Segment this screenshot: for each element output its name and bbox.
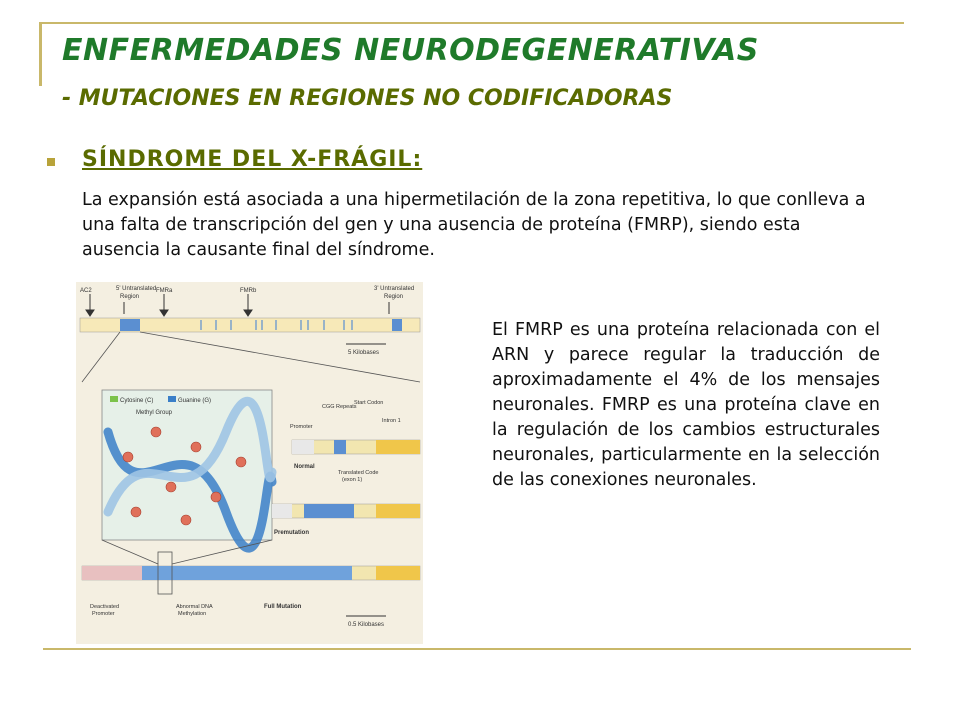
frame-bottom-line xyxy=(43,648,911,650)
frame-vertical-line xyxy=(39,22,42,86)
fmrp-description: El FMRP es una proteína relacionada con el ARN y parece regular la traducción de aproximadamente el 4% de los mensajes neuronales. FMRP es una proteína clave en la regulación de los cambios estructurales neuronales, particularmente en la selección de las conexiones neuronales. xyxy=(492,320,880,490)
section-heading: SÍNDROME DEL X-FRÁGIL: xyxy=(82,147,423,172)
label-promoter-2: Promoter xyxy=(92,611,115,617)
label-exon1: (exon 1) xyxy=(342,477,363,483)
label-start-codon: Start Codon xyxy=(354,400,384,406)
label-deactivated: Deactivated xyxy=(90,604,120,610)
label-fmra: FMRa xyxy=(156,288,173,294)
label-methylation: Methylation xyxy=(178,611,207,617)
label-scale-5kb: 5 Kilobases xyxy=(348,350,380,356)
label-utr3: 3' Untranslated xyxy=(374,286,415,292)
label-translated-code: Translated Code xyxy=(338,470,379,476)
label-promoter: Promoter xyxy=(290,424,313,430)
label-full-mutation: Full Mutation xyxy=(264,604,302,610)
intro-paragraph: La expansión está asociada a una hipermetilación de la zona repetitiva, lo que conlleva a una falta de transcripción del gen y una ausencia de proteína (FMRP), siendo esta ausencia la causante final del síndrome. xyxy=(82,190,866,260)
label-ac2: AC2 xyxy=(80,288,92,294)
label-region5: Region xyxy=(120,294,140,300)
label-intron1: Intron 1 xyxy=(382,418,401,424)
fmr1-gene-figure xyxy=(76,282,423,644)
slide-subtitle: - MUTACIONES EN REGIONES NO CODIFICADORAS xyxy=(62,86,673,111)
label-fmrb: FMRb xyxy=(240,288,257,294)
label-methyl-group: Methyl Group xyxy=(136,410,173,416)
label-region3: Region xyxy=(384,294,404,300)
label-scale-05kb: 0.5 Kilobases xyxy=(348,622,385,628)
label-abnormal-dna: Abnormal DNA xyxy=(176,604,213,610)
label-cgg-repeats: CGG Repeats xyxy=(322,404,357,410)
bullet-square-icon xyxy=(47,158,55,166)
label-cytosine: Cytosine (C) xyxy=(120,398,154,404)
label-guanine: Guanine (G) xyxy=(178,398,212,404)
label-normal: Normal xyxy=(294,464,315,470)
frame-top-line xyxy=(39,22,904,24)
label-premutation: Premutation xyxy=(274,530,310,536)
slide-title: ENFERMEDADES NEURODEGENERATIVAS xyxy=(62,33,759,68)
label-utr5: 5' Untranslated xyxy=(116,286,157,292)
